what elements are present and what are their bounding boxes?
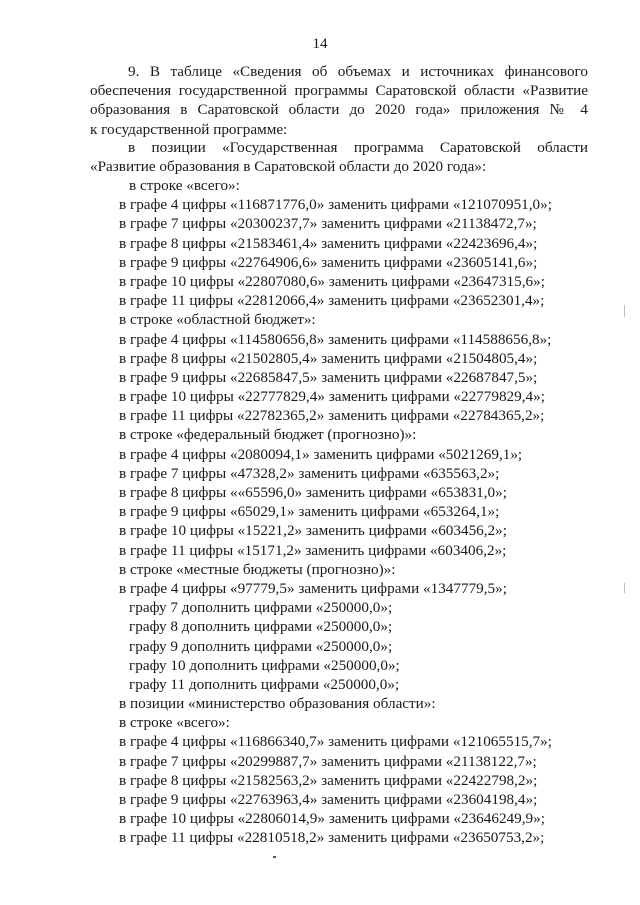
list-item: в графе 7 цифры «20299887,7» заменить цифрами «21138122,7»; <box>119 752 537 770</box>
list-item: в графе 4 цифры «116871776,0» заменить цифрами «121070951,0»; <box>119 196 552 214</box>
list-item: в графе 4 цифры «97779,5» заменить цифрами «1347779,5»; <box>119 579 507 597</box>
list-item: в графе 8 цифры «21582563,2» заменить цифрами «22422798,2»; <box>119 771 538 789</box>
list-item: в строке «всего»: <box>129 177 240 194</box>
list-item: графу 7 дополнить цифрами «250000,0»; <box>129 599 393 617</box>
list-item: в графе 10 цифры «22777829,4» заменить цифрами «22779829,4»; <box>119 388 545 406</box>
intro-paragraph <box>90 62 588 139</box>
list-item: в графе 7 цифры «20300237,7» заменить цифрами «21138472,7»; <box>119 215 537 233</box>
list-item: в графе 11 цифры «22812066,4» заменить цифрами «23652301,4»; <box>119 292 545 310</box>
list-item: в графе 4 цифры «114580656,8» заменить цифрами «114588656,8»; <box>119 330 552 348</box>
list-item: в графе 8 цифры ««65596,0» заменить цифрами «653831,0»; <box>119 484 507 501</box>
amendment-list <box>119 176 589 848</box>
intro-line: обеспечения государственной программы Саратовской области «Развитие <box>90 82 588 100</box>
intro-line: образования в Саратовской области до 2020 года» приложения № 4 <box>90 101 588 119</box>
list-item: в графе 4 цифры «2080094,1» заменить цифрами «5021269,1»; <box>119 445 523 463</box>
list-item: в графе 11 цифры «22782365,2» заменить цифрами «22784365,2»; <box>119 407 545 425</box>
list-item: в графе 4 цифры «116866340,7» заменить цифрами «121065515,7»; <box>119 733 552 751</box>
page-number: 14 <box>312 36 328 52</box>
list-item: графу 10 дополнить цифрами «250000,0»; <box>129 656 400 674</box>
list-item: графу 11 дополнить цифрами «250000,0»; <box>129 675 400 693</box>
position-paragraph <box>90 138 588 176</box>
intro-line: 9. В таблице «Сведения об объемах и источниках финансового <box>128 63 588 80</box>
list-item: в графе 9 цифры «22685847,5» заменить цифрами «22687847,5»; <box>119 368 538 386</box>
scan-dot <box>273 856 276 858</box>
position-line: в позиции «Государственная программа Саратовской области <box>128 139 588 156</box>
list-item: в строке «областной бюджет»: <box>119 311 316 329</box>
list-item: в графе 10 цифры «15221,2» заменить цифрами «603456,2»; <box>119 522 507 540</box>
list-item: в строке «федеральный бюджет (прогнозно)»: <box>119 426 417 444</box>
position-line: «Развитие образования в Саратовской области до 2020 года»: <box>90 158 487 176</box>
list-item: в графе 10 цифры «22807080,6» заменить цифрами «23647315,6»; <box>119 272 545 290</box>
list-item: в строке «всего»: <box>119 714 230 732</box>
list-item: в графе 11 цифры «15171,2» заменить цифрами «603406,2»; <box>119 541 507 559</box>
list-item: в графе 8 цифры «21502805,4» заменить цифрами «21504805,4»; <box>119 349 538 367</box>
list-item: в графе 9 цифры «22763963,4» заменить цифрами «23604198,4»; <box>119 791 538 808</box>
list-item: в строке «местные бюджеты (прогнозно)»: <box>119 560 396 578</box>
list-item: в графе 9 цифры «65029,1» заменить цифрами «653264,1»; <box>119 503 500 521</box>
intro-line: к государственной программе: <box>90 120 288 138</box>
list-item: в графе 8 цифры «21583461,4» заменить цифрами «22423696,4»; <box>119 234 538 252</box>
list-item: в графе 9 цифры «22764906,6» заменить цифрами «23605141,6»; <box>119 253 538 271</box>
list-item: графу 9 дополнить цифрами «250000,0»; <box>129 637 393 655</box>
list-item: в позиции «министерство образования области»: <box>119 695 436 713</box>
list-item: в графе 7 цифры «47328,2» заменить цифрами «635563,2»; <box>119 464 500 482</box>
list-item: графу 8 дополнить цифрами «250000,0»; <box>129 618 393 636</box>
list-item: в графе 11 цифры «22810518,2» заменить цифрами «23650753,2»; <box>119 829 545 847</box>
list-item: в графе 10 цифры «22806014,9» заменить цифрами «23646249,9»; <box>119 810 545 828</box>
scan-mark <box>624 583 625 593</box>
scan-mark <box>624 305 625 317</box>
